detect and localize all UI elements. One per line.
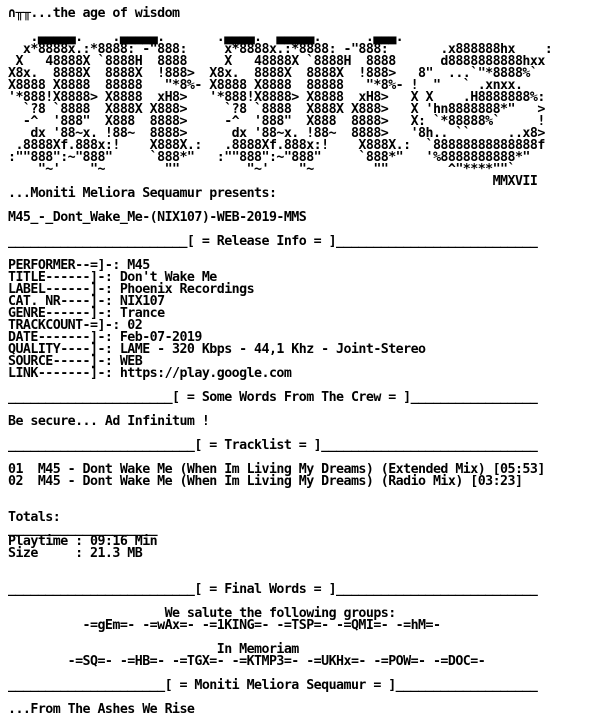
nfo-line: GENRE------]-: Trance xyxy=(8,306,165,321)
nfo-line xyxy=(8,500,552,512)
nfo-line: dx '88~x. !88~ 8888> dx '88~x. !88~ 8888> '8h.. `` ..x8> xyxy=(8,126,545,141)
nfo-line: In Memoriam xyxy=(8,642,299,657)
nfo-line: _____________________[ = Moniti Meliora Sequamur = ]___________________ xyxy=(8,678,538,693)
nfo-line xyxy=(8,488,552,500)
nfo-line: ...Moniti Meliora Sequamur presents: xyxy=(8,186,277,201)
nfo-line: MMXVII xyxy=(8,174,538,189)
nfo-line: x*8888x.:*8888: -"888: x*8888x.:*8888: -"888: .x888888hx : xyxy=(8,42,553,57)
nfo-line: CAT. NR----]-: NIX107 xyxy=(8,294,165,309)
nfo-line: ____________________ xyxy=(8,522,158,537)
nfo-line: Playtime : 09:16 Min xyxy=(8,534,158,549)
nfo-line: _________________________[ = Tracklist = ]_____________________________ xyxy=(8,438,538,453)
nfo-line: M45_-_Dont_Wake_Me-(NIX107)-WEB-2019-MMS xyxy=(8,210,307,225)
nfo-line: SOURCE-----]-: WEB xyxy=(8,354,143,369)
nfo-document xyxy=(8,8,552,716)
nfo-line: QUALITY----]-: LAME - 320 Kbps - 44,1 Khz - Joint-Stereo xyxy=(8,342,426,357)
nfo-line: :""888":~"888" `888*" :""888":~"888" `888*" '%8888888888*" xyxy=(8,150,530,165)
nfo-line: Size : 21.3 MB xyxy=(8,546,143,561)
nfo-line: .8888Xf.888x:! X888X.: .8888Xf.888x:! X888X.: `88888888888888f xyxy=(8,138,545,153)
nfo-line: LABEL------]-: Phoenix Recordings xyxy=(8,282,255,297)
nfo-line: _________________________[ = Final Words = ]___________________________ xyxy=(8,582,538,597)
nfo-line: 02 M45 - Dont Wake Me (When Im Living My Dreams) (Radio Mix) [03:23] xyxy=(8,474,523,489)
nfo-line xyxy=(8,560,552,572)
nfo-line: `?8 `8888 X888X X888> `?8 `8888 X888X X888> X 'hn8888888*" > xyxy=(8,102,545,117)
nfo-line: -=gEm=- -=wAx=- -=1KING=- -=TSP=- -=QMI=- -=hM=- xyxy=(8,618,441,633)
nfo-line: ∩╥╥...the age of wisdom xyxy=(8,6,180,21)
nfo-line: Be secure... Ad Infinitum ! xyxy=(8,414,210,429)
nfo-line: ______________________[ = Some Words From The Crew = ]_________________ xyxy=(8,390,538,405)
nfo-line: '*888!X8888> X8888 xH8> '*888!X8888> X8888 xH8> X X .H8888888%: xyxy=(8,90,545,105)
nfo-line: X 48888X `8888H 8888 X 48888X `8888H 8888 d8888888888hxx xyxy=(8,54,545,69)
nfo-line: X8888 X8888 88888 "*8%- X8888 X8888 88888 "*8%- ! " ` .xnxx. xyxy=(8,78,523,93)
nfo-line: We salute the following groups: xyxy=(8,606,396,621)
nfo-line: X8x. 8888X 8888X !888> X8x. 8888X 8888X !888> 8" ...`"*8888%` xyxy=(8,66,538,81)
nfo-line: ________________________[ = Release Info = ]___________________________ xyxy=(8,234,538,249)
nfo-line: DATE-------]-: Feb-07-2019 xyxy=(8,330,202,345)
nfo-line: Totals: xyxy=(8,510,61,525)
nfo-line: PERFORMER--=]-: M45 xyxy=(8,258,150,273)
nfo-line: -=SQ=- -=HB=- -=TGX=- -=KTMP3=- -=UKHx=- -=POW=- -=DOC=- xyxy=(8,654,486,669)
nfo-line: "~' "~ "" "~' "~ "" ^"****""` xyxy=(8,162,515,177)
nfo-line: LINK-------]-: https://play.google.com xyxy=(8,366,292,381)
nfo-line: 01 M45 - Dont Wake Me (When Im Living My Dreams) (Extended Mix) [05:53] xyxy=(8,462,545,477)
nfo-line: TRACKCOUNT-=]-: 02 xyxy=(8,318,143,333)
nfo-line: TITLE------]-: Don't Wake Me xyxy=(8,270,217,285)
nfo-line: -^ '888" X888 8888> -^ '888" X888 8888> X: `*88888%` ! xyxy=(8,114,545,129)
nfo-line: ...From The Ashes We Rise xyxy=(8,702,195,717)
nfo-line: .▄▄▄▄▄. .▄▄▄▄▄. .▄▄▄▄. ▄▄▄▄▄. .▄▄▄. xyxy=(8,30,404,45)
